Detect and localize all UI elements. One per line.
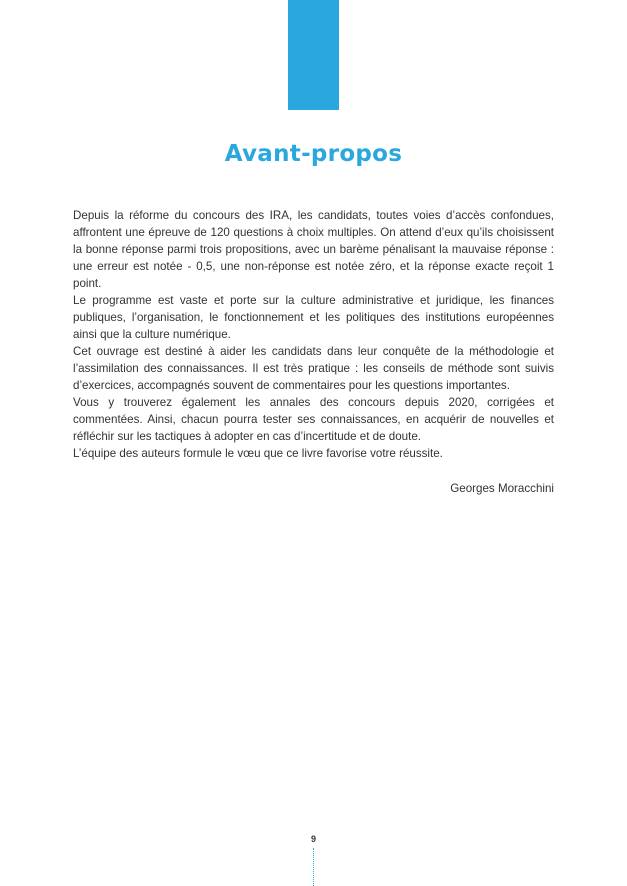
paragraph-5: L’équipe des auteurs formule le vœu que ce livre favorise votre réussite. xyxy=(73,447,443,460)
header-accent-bar xyxy=(288,0,339,110)
paragraph-1: Depuis la réforme du concours des IRA, les candidats, toutes voies d’accès confondues, affrontent une épreuve de 120 questions à choix multiples. On attend d’eux qu’ils choisissent la bonne réponse parmi trois propositions, avec un barème pénalisant la mauvaise réponse : une erreur est notée - 0,5, une non-réponse est notée zéro, et la réponse exacte reçoit 1 point. xyxy=(73,209,554,290)
paragraph-4: Vous y trouverez également les annales des concours depuis 2020, corrigées et commentées. Ainsi, chacun pourra tester ses connaissances, en acquérir de nouvelles et réfléchir sur les tactiques à adopter en cas d’incertitude et de doute. xyxy=(73,396,554,443)
footer-dotted-rule xyxy=(313,848,314,886)
author-signature: Georges Moracchini xyxy=(450,482,554,495)
page-number: 9 xyxy=(310,834,316,844)
paragraph-2: Le programme est vaste et porte sur la culture administrative et juridique, les finances publiques, l’organisation, le fonctionnement et les politiques des institutions européennes ainsi que la culture numérique. xyxy=(73,294,554,341)
paragraph-3: Cet ouvrage est destiné à aider les candidats dans leur conquête de la méthodologie et l’assimilation des connaissances. Il est très pratique : les conseils de méthode sont suivis d’exercices, accompagnés souvent de commentaires pour les questions importantes. xyxy=(73,345,554,392)
foreword-body xyxy=(73,207,554,462)
page-title: Avant-propos xyxy=(224,141,403,167)
